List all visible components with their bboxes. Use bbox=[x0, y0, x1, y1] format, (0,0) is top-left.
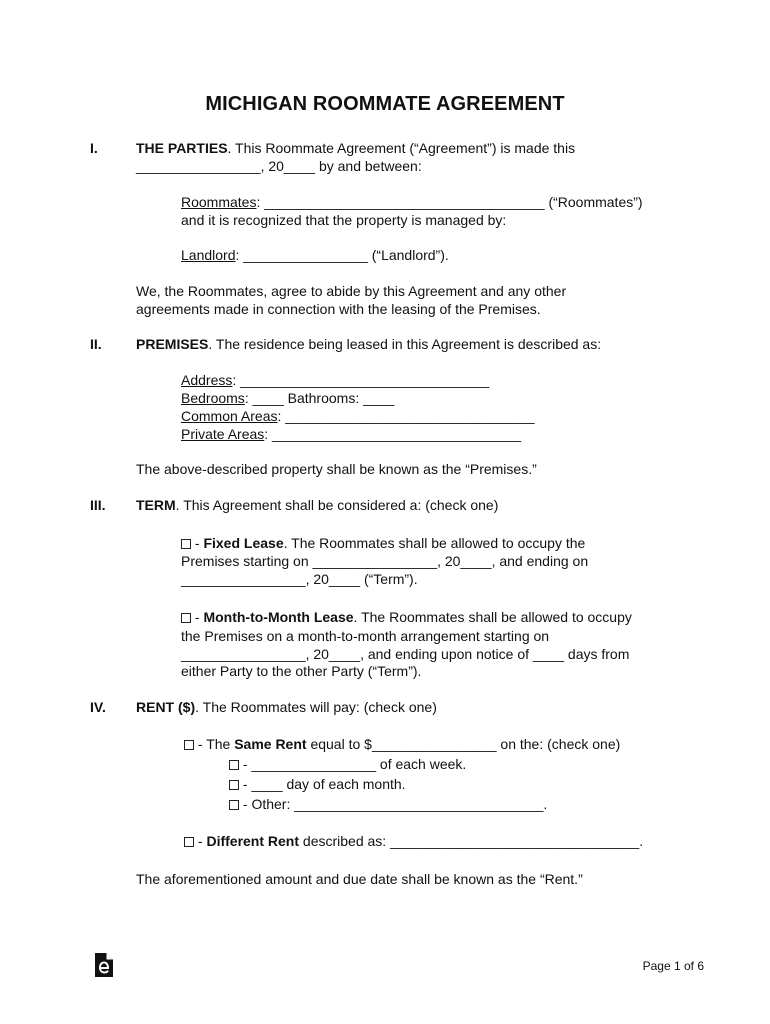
section-number-term: III. bbox=[90, 497, 106, 513]
fixed-lease-checkbox[interactable] bbox=[181, 539, 191, 549]
common-areas-blank: : ________________________________ bbox=[277, 408, 535, 424]
fixed-lease-line-1: - Fixed Lease. The Roommates shall be allowed to occupy the bbox=[181, 534, 585, 552]
premises-text-1: . The residence being leased in this Agreement is described as: bbox=[208, 336, 602, 352]
weekly-checkbox[interactable] bbox=[229, 760, 239, 770]
m2m-lease-heading: Month-to-Month Lease bbox=[203, 609, 354, 625]
term-text-1: . This Agreement shall be considered a: (check one) bbox=[175, 497, 499, 513]
same-rent-heading: Same Rent bbox=[234, 736, 307, 752]
m2m-lease-line-2: the Premises on a month-to-month arrangement starting on bbox=[181, 628, 550, 644]
roommates-line bbox=[181, 193, 643, 211]
other-checkbox[interactable] bbox=[229, 800, 239, 810]
rent-option-weekly bbox=[229, 755, 466, 773]
rent-option-monthly bbox=[229, 775, 406, 793]
term-line-1 bbox=[136, 496, 498, 514]
rent-line-1 bbox=[136, 698, 437, 716]
parties-line-1 bbox=[136, 139, 575, 157]
landlord-label: Landlord bbox=[181, 247, 236, 263]
rent-known-as: The aforementioned amount and due date shall be known as the “Rent.” bbox=[136, 871, 583, 887]
m2m-lease-line-3: ________________, 20____, and ending upon notice of ____ days from bbox=[181, 646, 630, 662]
term-heading: TERM bbox=[136, 497, 176, 513]
managed-line: and it is recognized that the property is managed by: bbox=[181, 212, 507, 228]
landlord-blank: : ________________ (“Landlord”). bbox=[235, 247, 449, 263]
document-title: MICHIGAN ROOMMATE AGREEMENT bbox=[205, 93, 565, 115]
m2m-lease-text-1: . The Roommates shall be allowed to occupy bbox=[353, 609, 632, 625]
m2m-lease-line-4: either Party to the other Party (“Term”). bbox=[181, 663, 422, 679]
private-areas-label: Private Areas bbox=[181, 426, 265, 442]
roommates-label: Roommates bbox=[181, 194, 257, 210]
rent-option-other bbox=[229, 795, 547, 813]
different-rent-checkbox[interactable] bbox=[184, 837, 194, 847]
fixed-lease-text-1: . The Roommates shall be allowed to occupy the bbox=[283, 535, 586, 551]
parties-heading: THE PARTIES bbox=[136, 140, 228, 156]
bedrooms-label: Bedrooms bbox=[181, 390, 245, 406]
m2m-lease-checkbox[interactable] bbox=[181, 613, 191, 623]
premises-line-1 bbox=[136, 335, 601, 353]
common-areas-label: Common Areas bbox=[181, 408, 278, 424]
page-number: Page 1 of 6 bbox=[642, 959, 704, 973]
different-rent-text: described as: ________________________________. bbox=[299, 833, 644, 849]
fixed-lease-line-3: ________________, 20____ (“Term”). bbox=[181, 571, 418, 587]
bedrooms-line bbox=[181, 389, 394, 407]
roommates-blank: : ____________________________________ (“Roommates”) bbox=[256, 194, 643, 210]
same-rent-text: equal to $________________ on the: (check one) bbox=[306, 736, 621, 752]
premises-heading: PREMISES bbox=[136, 336, 209, 352]
address-label: Address bbox=[181, 372, 233, 388]
different-rent-heading: Different Rent bbox=[206, 833, 300, 849]
section-number-premises: II. bbox=[90, 336, 102, 352]
fixed-lease-line-2: Premises starting on ________________, 20____, and ending on bbox=[181, 553, 589, 569]
parties-text-1: . This Roommate Agreement (“Agreement”) is made this bbox=[227, 140, 576, 156]
address-line bbox=[181, 371, 489, 389]
section-number-rent: IV. bbox=[90, 699, 106, 715]
section-number-parties: I. bbox=[90, 140, 98, 156]
landlord-line bbox=[181, 246, 449, 264]
private-areas-line bbox=[181, 425, 521, 443]
same-rent-prefix: - The bbox=[194, 736, 235, 752]
address-blank: : ________________________________ bbox=[232, 372, 490, 388]
premises-known-as: The above-described property shall be known as the “Premises.” bbox=[136, 461, 537, 477]
same-rent-checkbox[interactable] bbox=[184, 740, 194, 750]
fixed-lease-heading: Fixed Lease bbox=[203, 535, 284, 551]
other-text: - Other: ________________________________. bbox=[239, 796, 548, 812]
monthly-text: - ____ day of each month. bbox=[239, 776, 406, 792]
abide-line-1: We, the Roommates, agree to abide by this Agreement and any other bbox=[136, 283, 567, 299]
monthly-checkbox[interactable] bbox=[229, 780, 239, 790]
private-areas-blank: : ________________________________ bbox=[264, 426, 522, 442]
rent-text-1: . The Roommates will pay: (check one) bbox=[195, 699, 437, 715]
abide-line-2: agreements made in connection with the leasing of the Premises. bbox=[136, 301, 541, 317]
rent-heading: RENT ($) bbox=[136, 699, 196, 715]
different-rent-line: - Different Rent described as: ________________________________. bbox=[184, 832, 643, 850]
parties-line-2: ________________, 20____ by and between: bbox=[136, 158, 422, 174]
bedrooms-blank: : ____ Bathrooms: ____ bbox=[244, 390, 395, 406]
weekly-text: - ________________ of each week. bbox=[239, 756, 467, 772]
eforms-logo-icon bbox=[93, 952, 115, 978]
m2m-lease-line-1: - Month-to-Month Lease. The Roommates shall be allowed to occupy bbox=[181, 608, 632, 626]
same-rent-line bbox=[184, 735, 620, 753]
common-areas-line bbox=[181, 407, 534, 425]
